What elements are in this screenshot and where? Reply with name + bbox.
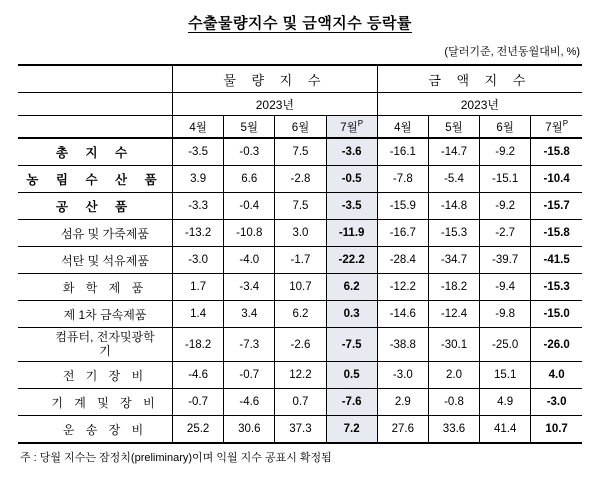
export-index-table (18, 64, 582, 444)
cell-volume-3: -1.7 (275, 247, 326, 274)
row-label: 공 산 품 (18, 193, 173, 220)
corner-cell-3 (18, 116, 173, 139)
row-label: 총 지 수 (18, 138, 173, 166)
table-row (18, 328, 582, 362)
cell-value-2: 2.0 (428, 362, 479, 389)
row-label: 운 송 장 비 (18, 416, 173, 444)
header-month-volume-2: 5월 (224, 116, 275, 139)
cell-value-1: 27.6 (377, 416, 428, 444)
cell-value-4: -26.0 (531, 328, 582, 362)
row-label: 기 계 및 장 비 (18, 389, 173, 416)
cell-value-1: -14.6 (377, 301, 428, 328)
row-label-line1: 컴퓨터, 전자및광학 (55, 329, 155, 344)
cell-value-1: -15.9 (377, 193, 428, 220)
table-row (18, 220, 582, 247)
cell-volume-3: 7.5 (275, 138, 326, 166)
cell-value-3: 41.4 (480, 416, 531, 444)
header-group-volume: 물 량 지 수 (173, 65, 378, 93)
header-month-volume-4: 7월$^P$ (326, 116, 377, 139)
cell-value-4: -15.8 (531, 138, 582, 166)
cell-value-1: -7.8 (377, 166, 428, 193)
cell-volume-1: 1.7 (173, 274, 224, 301)
cell-value-1: -16.1 (377, 138, 428, 166)
footnote: 주 : 당월 지수는 잠정치(preliminary)이며 익월 지수 공표시 확정됨 (20, 452, 332, 464)
header-month-value-3: 6월 (480, 116, 531, 139)
cell-volume-1: -4.6 (173, 362, 224, 389)
cell-volume-2: -10.8 (224, 220, 275, 247)
cell-volume-2: -0.4 (224, 193, 275, 220)
cell-value-1: -38.8 (377, 328, 428, 362)
cell-value-4: -15.7 (531, 193, 582, 220)
preliminary-mark-volume: P (357, 118, 364, 128)
cell-value-2: -30.1 (428, 328, 479, 362)
cell-volume-2: -0.3 (224, 138, 275, 166)
cell-volume-3: 7.5 (275, 193, 326, 220)
cell-value-3: -9.2 (480, 138, 531, 166)
preliminary-mark-value: P (562, 118, 569, 128)
cell-volume-1: -18.2 (173, 328, 224, 362)
cell-value-1: -3.0 (377, 362, 428, 389)
cell-volume-1: -3.0 (173, 247, 224, 274)
cell-value-2: -5.4 (428, 166, 479, 193)
cell-volume-3: -2.8 (275, 166, 326, 193)
cell-volume-4: -0.5 (326, 166, 377, 193)
unit-note: (달러기준, 전년동월대비, %) (444, 46, 580, 58)
cell-value-1: 2.9 (377, 389, 428, 416)
cell-value-4: -3.0 (531, 389, 582, 416)
cell-value-3: -25.0 (480, 328, 531, 362)
cell-value-3: -9.2 (480, 193, 531, 220)
corner-cell-2 (18, 93, 173, 116)
cell-volume-4: -22.2 (326, 247, 377, 274)
cell-volume-4: -11.9 (326, 220, 377, 247)
cell-volume-3: 10.7 (275, 274, 326, 301)
header-group-value: 금 액 지 수 (377, 65, 582, 93)
row-label: 화 학 제 품 (18, 274, 173, 301)
cell-volume-2: -4.0 (224, 247, 275, 274)
cell-value-4: -15.3 (531, 274, 582, 301)
header-month-value-4: 7월$^P$ (531, 116, 582, 139)
cell-value-1: -12.2 (377, 274, 428, 301)
cell-value-3: 15.1 (480, 362, 531, 389)
table-row (18, 247, 582, 274)
page-title: 수출물량지수 및 금액지수 등락률 (188, 15, 412, 32)
cell-value-3: -9.8 (480, 301, 531, 328)
cell-volume-4: -7.6 (326, 389, 377, 416)
cell-volume-1: -0.7 (173, 389, 224, 416)
row-label: 섬유 및 가죽제품 (18, 220, 173, 247)
table-row (18, 389, 582, 416)
cell-value-2: -0.8 (428, 389, 479, 416)
header-group-row (18, 65, 582, 93)
cell-volume-1: -13.2 (173, 220, 224, 247)
table-row (18, 362, 582, 389)
header-year-row (18, 93, 582, 116)
cell-value-2: -18.2 (428, 274, 479, 301)
table-row (18, 166, 582, 193)
cell-value-2: -14.7 (428, 138, 479, 166)
row-label: 제 1차 금속제품 (18, 301, 173, 328)
cell-volume-1: -3.3 (173, 193, 224, 220)
row-label: 석탄 및 석유제품 (18, 247, 173, 274)
cell-value-2: -15.3 (428, 220, 479, 247)
cell-volume-1: 1.4 (173, 301, 224, 328)
cell-volume-4: 6.2 (326, 274, 377, 301)
cell-volume-2: -3.4 (224, 274, 275, 301)
header-month-value-1: 4월 (377, 116, 428, 139)
cell-volume-3: 12.2 (275, 362, 326, 389)
cell-volume-3: 3.0 (275, 220, 326, 247)
cell-value-2: -34.7 (428, 247, 479, 274)
cell-volume-2: 6.6 (224, 166, 275, 193)
header-month-value-2: 5월 (428, 116, 479, 139)
cell-volume-2: -4.6 (224, 389, 275, 416)
cell-volume-1: 3.9 (173, 166, 224, 193)
table-row (18, 274, 582, 301)
cell-value-3: -15.1 (480, 166, 531, 193)
row-label-line2: 기 (99, 343, 111, 358)
cell-value-4: -10.4 (531, 166, 582, 193)
cell-volume-2: -0.7 (224, 362, 275, 389)
cell-volume-3: 6.2 (275, 301, 326, 328)
cell-value-1: -28.4 (377, 247, 428, 274)
header-month-volume-1: 4월 (173, 116, 224, 139)
cell-value-2: 33.6 (428, 416, 479, 444)
table-row (18, 138, 582, 166)
cell-value-4: 10.7 (531, 416, 582, 444)
cell-value-2: -14.8 (428, 193, 479, 220)
header-year-volume: 2023년 (173, 93, 378, 116)
table-row (18, 301, 582, 328)
cell-volume-4: 7.2 (326, 416, 377, 444)
cell-volume-4: 0.5 (326, 362, 377, 389)
cell-value-4: -15.8 (531, 220, 582, 247)
table-row (18, 416, 582, 444)
cell-volume-3: 0.7 (275, 389, 326, 416)
cell-value-3: 4.9 (480, 389, 531, 416)
cell-value-4: 4.0 (531, 362, 582, 389)
table-row (18, 193, 582, 220)
cell-volume-1: -3.5 (173, 138, 224, 166)
cell-volume-3: -2.6 (275, 328, 326, 362)
cell-volume-3: 37.3 (275, 416, 326, 444)
cell-value-3: -39.7 (480, 247, 531, 274)
header-year-value: 2023년 (377, 93, 582, 116)
cell-value-2: -12.4 (428, 301, 479, 328)
cell-volume-2: 3.4 (224, 301, 275, 328)
cell-value-1: -16.7 (377, 220, 428, 247)
cell-value-3: -2.7 (480, 220, 531, 247)
row-label: 전 기 장 비 (18, 362, 173, 389)
cell-volume-4: -3.5 (326, 193, 377, 220)
header-month-volume-3: 6월 (275, 116, 326, 139)
row-label (18, 328, 173, 362)
cell-value-4: -41.5 (531, 247, 582, 274)
cell-volume-4: -7.5 (326, 328, 377, 362)
cell-value-3: -9.4 (480, 274, 531, 301)
row-label: 농 림 수 산 품 (18, 166, 173, 193)
cell-value-4: -15.0 (531, 301, 582, 328)
cell-volume-1: 25.2 (173, 416, 224, 444)
cell-volume-4: -3.6 (326, 138, 377, 166)
header-month-row (18, 116, 582, 139)
cell-volume-2: 30.6 (224, 416, 275, 444)
corner-cell (18, 65, 173, 93)
cell-volume-2: -7.3 (224, 328, 275, 362)
cell-volume-4: 0.3 (326, 301, 377, 328)
